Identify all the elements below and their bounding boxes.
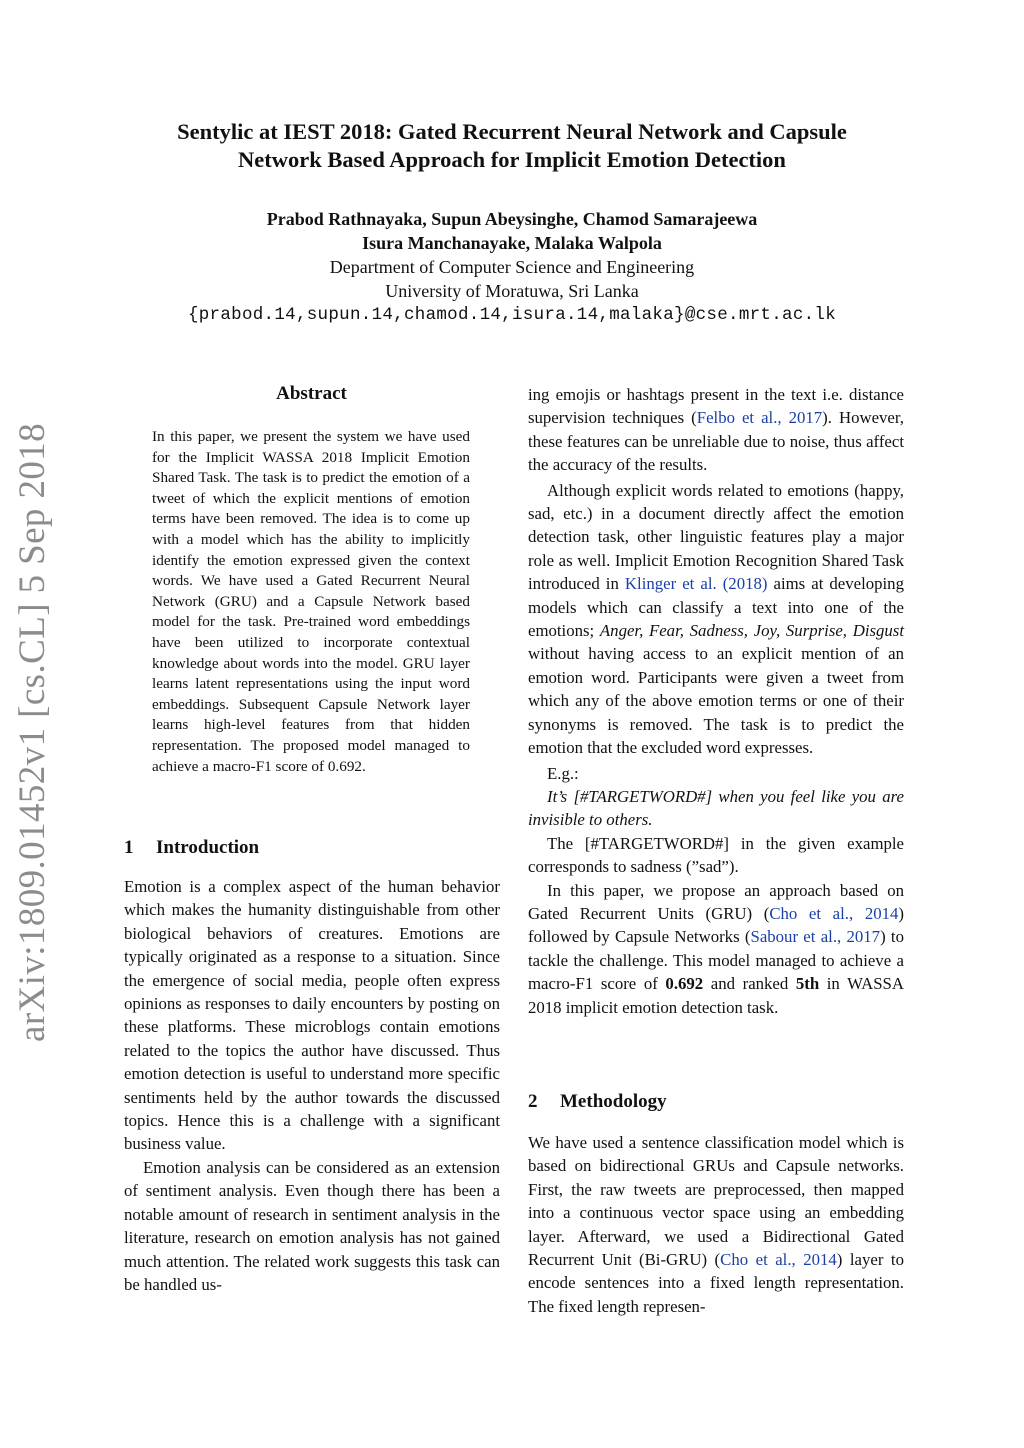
- section-number: 2: [528, 1091, 538, 1112]
- title-line-1: Sentylic at IEST 2018: Gated Recurrent Neural Network and Capsule: [177, 119, 847, 144]
- methodology-paragraph-1: We have used a sentence classification model which is based on bidirectional GRUs and Capsule networks. First, the raw tweets are preprocessed, then mapped into a continuous vector space using an embedding layer. Afterward, we used a Bidirectional Gated Recurrent Unit (Bi-GRU) (Cho et al., 2014) layer to encode sentences into a fixed length representation. The fixed length represen-: [528, 1133, 904, 1316]
- arxiv-identifier: arXiv:1809.01452v1 [cs.CL] 5 Sep 2018: [12, 422, 53, 1042]
- section-title: Introduction: [156, 837, 260, 858]
- abstract-text: In this paper, we present the system we have used for the Implicit WASSA 2018 Implicit Emotion Shared Task. The task is to predict the emotion of a tweet of which the explicit mentions of emotion terms have been removed. The idea is to come up with a model which has the ability to implicitly identify the emotion expressed given the context words. We have used a Gated Recurrent Neural Network (GRU) and a Capsule Network based model for the task. Pre-trained word embeddings have been utilized to incorporate contextual knowledge about words into the model. GRU layer learns latent representations using the input word embeddings. Subsequent Capsule Network layer learns high-level features from that hidden representation. The proposed model managed to achieve a macro-F1 score of 0.692.: [152, 428, 470, 775]
- citation-link[interactable]: (2018): [722, 574, 768, 594]
- title-line-2: Network Based Approach for Implicit Emotion Detection: [238, 147, 786, 172]
- example-label: E.g.:: [547, 763, 579, 783]
- score-value: 0.692: [665, 974, 704, 994]
- citation-link[interactable]: Cho et al., 2014: [720, 1250, 837, 1270]
- author-block: [100, 207, 924, 327]
- citation-link[interactable]: Sabour et al., 2017: [750, 927, 881, 947]
- author-names-line-2: Isura Manchanayake, Malaka Walpola: [362, 233, 662, 253]
- department: Department of Computer Science and Engineering: [329, 257, 695, 277]
- example-sentence: It’s [#TARGETWORD#] when you feel like you are invisible to others.: [528, 786, 904, 830]
- citation-link[interactable]: Felbo et al., 2017: [696, 408, 823, 428]
- right-paragraph-1: ing emojis or hashtags present in the text i.e. distance supervision techniques (Felbo et al., 2017). However, these features can be unreliable due to noise, thus affect the accuracy of the results.: [528, 385, 904, 475]
- university: University of Moratuwa, Sri Lanka: [385, 281, 639, 301]
- right-paragraph-2: Although explicit words related to emotions (happy, sad, etc.) in a document directly affect the emotion detection task, other linguistic features play a major role as well. Implicit Emotion Recognition Shared Task introduced in Klinger et al. (2018) aims at developing models which can classify a text into one of the emotions; Anger, Fear, Sadness, Joy, Surprise, Disgust without having access to an explicit mention of an emotion word. Participants were given a tweet from which any of the above emotion terms or one of their synonyms is removed. The task is to predict the emotion that the excluded word expresses.: [528, 480, 904, 758]
- right-paragraph-4: In this paper, we propose an approach based on Gated Recurrent Units (GRU) (Cho et al., 2014) followed by Capsule Networks (Sabour et al., 2017) to tackle the challenge. This model managed to achieve a macro-F1 score of 0.692 and ranked 5th in WASSA 2018 implicit emotion detection task.: [528, 880, 904, 1017]
- author-names-line-1: Prabod Rathnayaka, Supun Abeysinghe, Chamod Samarajeewa: [266, 209, 758, 229]
- intro-paragraph-2: Emotion analysis can be considered as an extension of sentiment analysis. Even though there has been a notable amount of research in sentiment analysis in the literature, research on emotion analysis has not gained much attention. The related work suggests this task can be handled us-: [124, 1157, 500, 1294]
- methodology-heading: [528, 1091, 667, 1113]
- abstract-heading: Abstract: [276, 383, 347, 404]
- introduction-heading: [124, 837, 259, 859]
- citation-link[interactable]: Cho et al., 2014: [769, 903, 899, 923]
- citation-link[interactable]: Klinger et al.: [624, 574, 717, 594]
- right-column-body: [528, 383, 904, 1019]
- left-column-body: [124, 875, 500, 1296]
- section-number: 1: [124, 837, 134, 858]
- paper-title: [100, 118, 924, 174]
- section-title: Methodology: [560, 1091, 667, 1112]
- author-emails: {prabod.14,supun.14,chamod.14,isura.14,malaka}@cse.mrt.ac.lk: [187, 305, 837, 325]
- emotion-list: Anger, Fear, Sadness, Joy, Surprise, Disgust: [599, 621, 904, 641]
- intro-paragraph-1: Emotion is a complex aspect of the human behavior which makes the humanity distinguishable from other biological behaviors of creatures. Emotions are typically originated as a response to a situation. Since the emergence of social media, people often express opinions as responses to daily encounters by posting on these platforms. These microblogs contain emotions related to the topics the author have discussed. Thus emotion detection is useful to understand more specific sentiments held by the author towards the discussed topics. Hence this is a challenge with a significant business value.: [124, 877, 500, 1154]
- right-paragraph-3: The [#TARGETWORD#] in the given example corresponds to sadness (”sad”).: [528, 833, 904, 877]
- methodology-body: [528, 1131, 904, 1318]
- rank-value: 5th: [795, 974, 820, 994]
